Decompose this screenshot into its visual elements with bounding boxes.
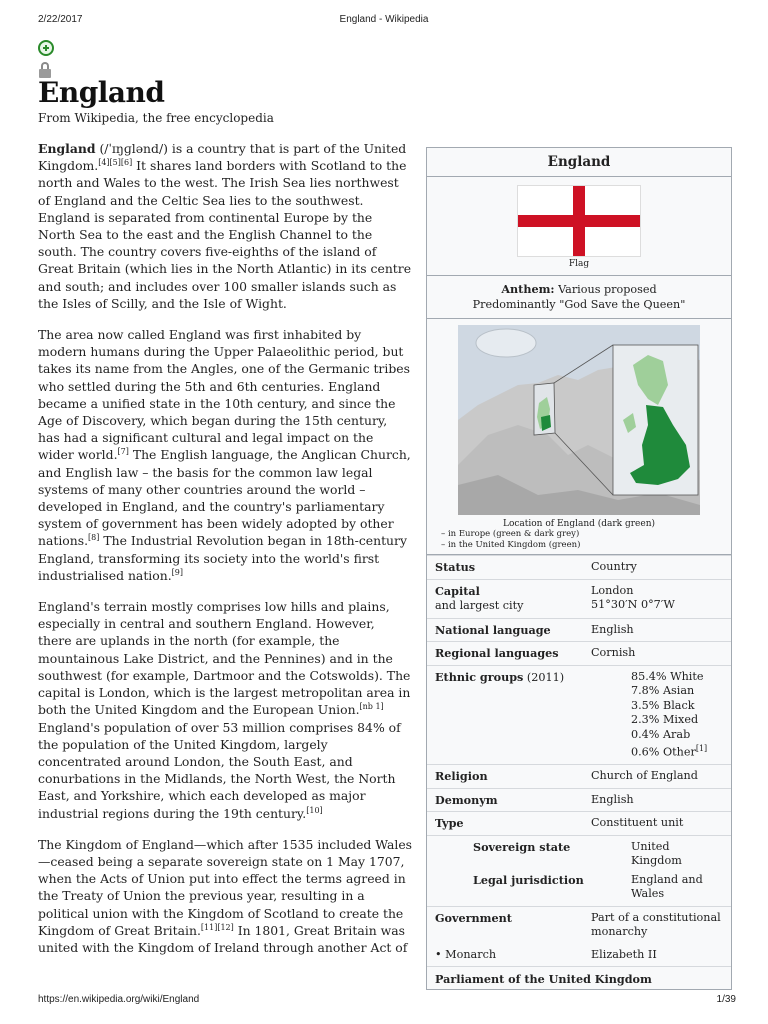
map-legend-uk: – in the United Kingdom (green): [441, 540, 581, 550]
infobox-row-sovereign-state: Sovereign state United Kingdom: [427, 835, 731, 869]
citation-link[interactable]: [nb 1]: [359, 702, 384, 712]
infobox-row-capital: Capital and largest city London 51°30′N 0°7′W: [427, 579, 731, 618]
infobox-row-national-language: National language English: [427, 618, 731, 642]
citation-link[interactable]: [9]: [171, 567, 183, 577]
print-title: England - Wikipedia: [339, 14, 429, 25]
ethnic-groups-list: 85.4% White 7.8% Asian 3.5% Black 2.3% Mixed 0.4% Arab 0.6% Other[1]: [631, 669, 708, 759]
page-status-icons: [38, 40, 60, 78]
infobox-row-ethnic-groups: Ethnic groups (2011) 85.4% White 7.8% Asian 3.5% Black 2.3% Mixed 0.4% Arab 0.6% Other[1]: [427, 665, 731, 765]
citation-link[interactable]: [10]: [306, 805, 323, 815]
bold-term: England: [38, 141, 96, 156]
anthem-value: Various proposed: [554, 283, 657, 296]
citation-link[interactable]: [1]: [695, 744, 708, 753]
page-title: England: [38, 76, 165, 109]
citation-link[interactable]: [7]: [117, 447, 129, 457]
citation-link[interactable]: [8]: [88, 533, 100, 543]
anthem-label: Anthem:: [501, 282, 555, 296]
infobox-row-type: Type Constituent unit: [427, 811, 731, 835]
paragraph-history: The area now called England was first inhabited by modern humans during the Upper Palaeolithic period, but takes its name from the Angles, one of the Germanic tribes who settled during the 5th and 6th centuries. England became a unified state in the 10th century, and since the Age of Discovery, which began during the 15th century, has had a significant cultural and legal impact on the wider world.[7] The English language, the Anglican Church, and English law – the basis for the common law legal systems of many other countries around the world – developed in England, and the country's parliamentary system of government has been widely adopted by other nations.[8] The Industrial Revolution began in 18th-century England, transforming its society into the world's first industrialised nation.[9]: [38, 327, 411, 583]
infobox-parliament-header[interactable]: Parliament of the United Kingdom: [427, 966, 731, 990]
map-caption: Location of England (dark green): [502, 519, 656, 529]
paragraph-kingdom: The Kingdom of England—which after 1535 included Wales—ceased being a separate sovereign state on 1 May 1707, when the Acts of Union put into effect the terms agreed in the Treaty of Union the previous year, resulting in a political union with the Kingdom of Scotland to create the Kingdom of Great Britain.[11][12] In 1801, Great Britain was united with the Kingdom of Ireland through another Act of: [38, 836, 413, 955]
location-map-image[interactable]: [458, 325, 700, 515]
anthem-line2: Predominantly "God Save the Queen": [472, 298, 686, 311]
infobox: [426, 147, 732, 990]
paragraph-intro: England (/ˈɪŋɡlənd/) is a country that is part of the United Kingdom.[4][5][6] It shares land borders with Scotland to the north and Wales to the west. The Irish Sea lies northwest of England and the Celtic Sea lies to the southwest. England is separated from continental Europe by the North Sea to the east and the English Channel to the south. The country covers five-eighths of the island of Great Britain (which lies in the North Atlantic) in its centre and south; and includes over 100 smaller islands such as the Isles of Scilly, and the Isle of Wight.: [38, 141, 412, 311]
infobox-row-government: Government Part of a constitutional monarchy: [427, 906, 731, 944]
plus-circle-icon[interactable]: [38, 40, 54, 56]
infobox-anthem: [427, 276, 731, 319]
page-tagline: From Wikipedia, the free encyclopedia: [38, 111, 274, 125]
infobox-flag-section: [427, 177, 731, 276]
infobox-row-regional-languages: Regional languages Cornish: [427, 641, 731, 665]
infobox-map-section: [427, 319, 731, 555]
infobox-title: England: [427, 148, 731, 177]
paragraph-terrain: England's terrain mostly comprises low hills and plains, especially in central and southern England. However, there are uplands in the north (for example, the mountainous Lake District, and the Pennines) and in the southwest (for example, Dartmoor and the Cotswolds). The capital is London, which is the largest metropolitan area in both the United Kingdom and the European Union.[nb 1] England's population of over 53 million comprises 84% of the population of the United Kingdom, largely concentrated around London, the South East, and conurbations in the Midlands, the North West, the North East, and Yorkshire, which each developed as major industrial regions during the 19th century.[10]: [38, 599, 411, 821]
citation-link[interactable]: [11][12]: [200, 922, 234, 932]
map-legend-europe: – in Europe (green & dark grey): [441, 529, 580, 539]
flag-caption: Flag: [568, 259, 590, 269]
infobox-row-legal-jurisdiction: Legal jurisdiction England and Wales: [473, 872, 703, 901]
print-url: https://en.wikipedia.org/wiki/England: [38, 994, 200, 1005]
print-footer: [0, 994, 768, 1010]
print-date: 2/22/2017: [38, 14, 83, 25]
infobox-row-religion: Religion Church of England: [427, 764, 731, 788]
location-map-graphic: [458, 325, 700, 515]
infobox-row-demonym: Demonym English: [427, 788, 731, 812]
article-body: [38, 140, 412, 970]
coordinates[interactable]: 51°30′N 0°7′W: [591, 598, 675, 611]
print-header: [0, 14, 768, 30]
infobox-row-monarch: • Monarch Elizabeth II: [435, 947, 657, 961]
infobox-row-status: Status Country: [427, 555, 731, 579]
citation-link[interactable]: [4][5][6]: [98, 158, 133, 168]
print-page-number: 1/39: [716, 994, 736, 1005]
england-flag-image[interactable]: [517, 185, 641, 257]
